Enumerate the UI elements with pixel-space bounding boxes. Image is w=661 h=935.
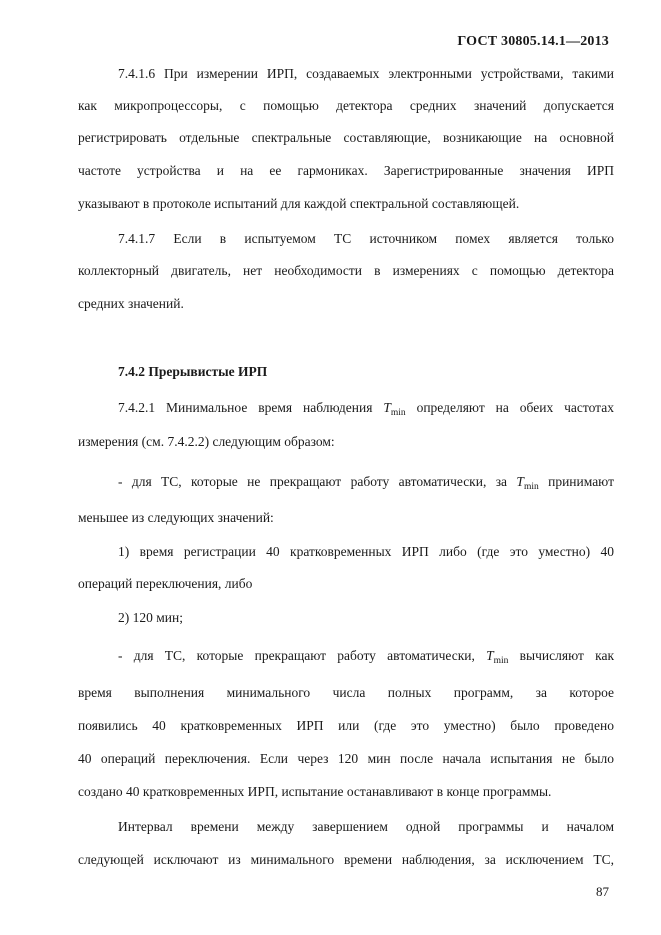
text-run: принимают <box>548 474 614 489</box>
paragraph-line: появились 40 кратковременных ИРП или (где это уместно) было проведено <box>78 718 614 733</box>
math-subscript: min <box>493 656 509 666</box>
paragraph-line: 7.4.1.7 Если в испытуемом ТС источником помех является только <box>118 231 614 246</box>
paragraph-line <box>118 474 614 490</box>
paragraph-line: средних значений. <box>78 296 184 311</box>
paragraph-line: операций переключения, либо <box>78 576 253 591</box>
paragraph-line: 2) 120 мин; <box>118 610 183 625</box>
paragraph-line: Интервал времени между завершением одной программы и началом <box>118 819 614 834</box>
paragraph-line: время выполнения минимального числа полных программ, за которое <box>78 685 614 700</box>
paragraph-line <box>118 648 614 664</box>
paragraph-line: 40 операций переключения. Если через 120 мин после начала испытания не было <box>78 751 614 766</box>
text-run: - для ТС, которые не прекращают работу автоматически, за <box>118 474 508 489</box>
text-run: вычисляют как <box>519 648 615 663</box>
math-variable: T <box>486 648 494 663</box>
tmin-symbol <box>486 648 509 666</box>
paragraph-line: создано 40 кратковременных ИРП, испытание останавливают в конце программы. <box>78 784 552 799</box>
paragraph-line: меньшее из следующих значений: <box>78 510 274 525</box>
paragraph-line: регистрировать отдельные спектральные составляющие, возникающие на основной <box>78 130 614 145</box>
text-run: 7.4.2.1 Минимальное время наблюдения <box>118 400 373 415</box>
paragraph-line: 1) время регистрации 40 кратковременных ИРП либо (где это уместно) 40 <box>118 544 614 559</box>
standard-header: ГОСТ 30805.14.1—2013 <box>457 34 609 49</box>
paragraph-line: коллекторный двигатель, нет необходимости в измерениях с помощью детектора <box>78 263 614 278</box>
paragraph-line: как микропроцессоры, с помощью детектора средних значений допускается <box>78 98 614 113</box>
page-number: 87 <box>596 884 609 899</box>
tmin-symbol <box>383 400 406 418</box>
math-subscript: min <box>523 482 539 492</box>
math-variable: T <box>383 400 391 415</box>
tmin-symbol <box>516 474 539 492</box>
paragraph-line: следующей исключают из минимального времени наблюдения, за исключением ТС, <box>78 852 614 867</box>
text-run: определяют на обеих частотах <box>416 400 614 415</box>
paragraph-line: 7.4.1.6 При измерении ИРП, создаваемых электронными устройствами, такими <box>118 66 614 81</box>
math-variable: T <box>516 474 524 489</box>
text-run: - для ТС, которые прекращают работу автоматически, <box>118 648 475 663</box>
paragraph-line: указывают в протоколе испытаний для каждой спектральной составляющей. <box>78 196 520 211</box>
section-title: 7.4.2 Прерывистые ИРП <box>118 364 268 379</box>
paragraph-line: измерения (см. 7.4.2.2) следующим образом: <box>78 434 335 449</box>
paragraph-line: частоте устройства и на ее гармониках. Зарегистрированные значения ИРП <box>78 163 614 178</box>
math-subscript: min <box>390 408 406 418</box>
paragraph-line <box>118 400 614 416</box>
